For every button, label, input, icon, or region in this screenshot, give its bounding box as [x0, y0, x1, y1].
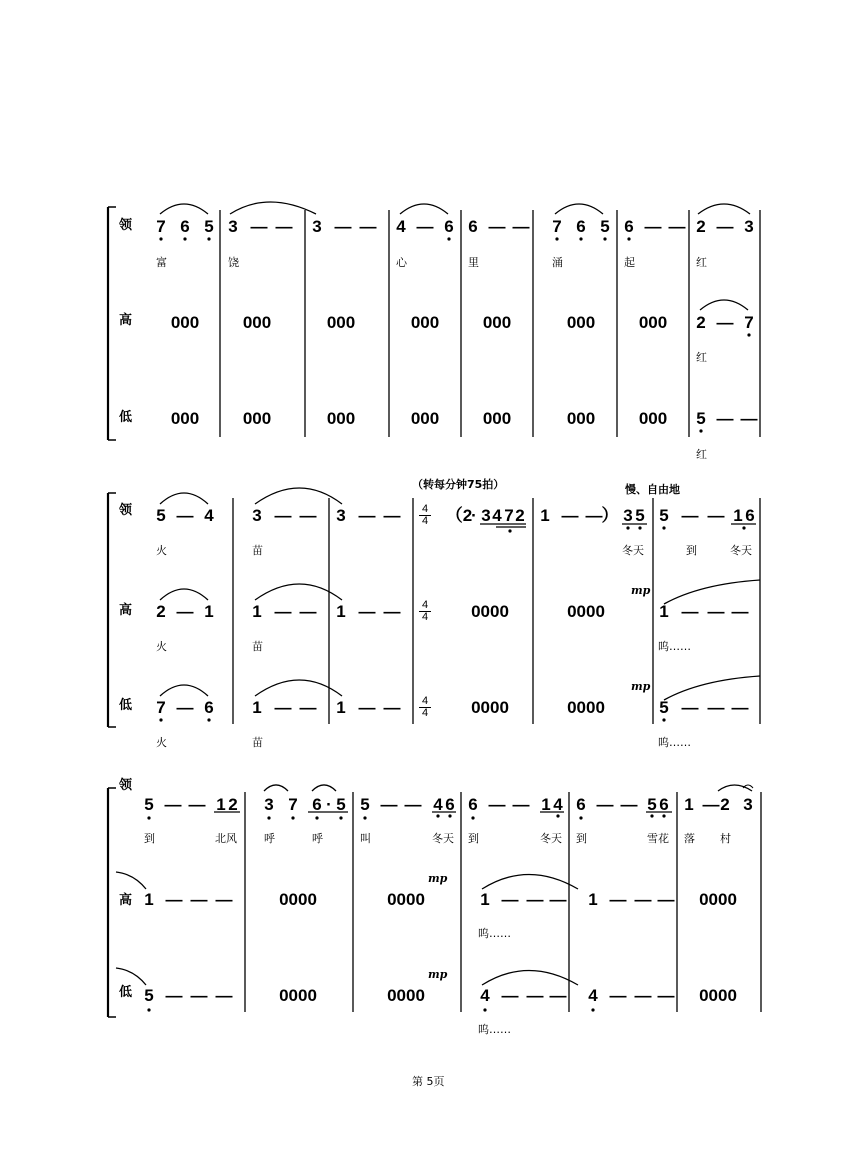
dash: — [488, 795, 506, 814]
lyric: 火 [156, 640, 167, 653]
lyric: 呜…… [478, 1023, 511, 1036]
time-signature: 4 4 [419, 600, 431, 623]
lyric: 里 [468, 256, 479, 269]
dash: — [501, 890, 519, 909]
rest-group: 0000 [279, 986, 317, 1005]
note: 3 [228, 217, 238, 236]
rest-group: 000 [638, 313, 668, 332]
part-label-lead: 领 [119, 778, 133, 793]
part-label-high: 高 [119, 313, 133, 328]
dash: — [585, 506, 603, 525]
note: 6 [180, 217, 190, 236]
dash: — [190, 986, 208, 1005]
rest-group: 000 [242, 313, 272, 332]
time-signature: 4 4 [419, 696, 431, 719]
note: 5 [144, 986, 154, 1005]
note: 1 [588, 890, 598, 909]
lyric: 村 [720, 832, 731, 845]
lyric: 叫 [360, 832, 371, 845]
note: 2 [720, 795, 730, 814]
note: 1 [480, 890, 490, 909]
rest-group: 000 [410, 409, 440, 428]
note: 3 [264, 795, 274, 814]
lyric: 苗 [252, 544, 263, 557]
dash: — [681, 698, 699, 717]
note: 1 [540, 506, 550, 525]
note: 4 [480, 986, 490, 1005]
dash: — [299, 602, 317, 621]
rest-group: 0000 [699, 890, 737, 909]
note: 5 [600, 217, 610, 236]
dash: — [383, 506, 401, 525]
dash: — [358, 506, 376, 525]
dash: — [501, 986, 519, 1005]
tempo-change: （转每分钟75拍） [412, 478, 505, 491]
dynamic-mp: mp [428, 872, 448, 885]
dash: — [275, 217, 293, 236]
rest-group: 000 [326, 409, 356, 428]
dash: — [176, 602, 194, 621]
dash: — [165, 890, 183, 909]
dash: — [299, 698, 317, 717]
note: 5 [635, 506, 645, 525]
dynamic-mp: mp [631, 584, 651, 597]
lyric: 呼 [312, 832, 323, 845]
dash: — [274, 698, 292, 717]
note: 2 [156, 602, 166, 621]
dash: — [716, 409, 734, 428]
dash: — [512, 217, 530, 236]
note: 5 [360, 795, 370, 814]
note: 6 [624, 217, 634, 236]
lyric: 苗 [252, 736, 263, 749]
rest-group: 000 [482, 313, 512, 332]
dash: — [526, 986, 544, 1005]
note: 6 [312, 795, 322, 814]
rest-group: 000 [566, 409, 596, 428]
part-label-low: 低 [119, 410, 133, 425]
dash: — [404, 795, 422, 814]
lyric: 冬天 [730, 544, 752, 557]
part-label-lead: 领 [119, 218, 133, 233]
note: 2 [696, 217, 706, 236]
note: 4 [492, 506, 502, 525]
dash: — [657, 890, 675, 909]
lyric: 红 [696, 448, 707, 461]
lyric: 富 [156, 256, 167, 269]
note: 4 [396, 217, 406, 236]
lyric: 苗 [252, 640, 263, 653]
note: 6 [468, 795, 478, 814]
note: 1 [144, 890, 154, 909]
dash: — [657, 986, 675, 1005]
lyric: 呜…… [658, 736, 691, 749]
dynamic-mp: mp [428, 968, 448, 981]
note: 2 [228, 795, 238, 814]
note: 1 [204, 602, 214, 621]
lyric: 红 [696, 256, 707, 269]
dash: — [188, 795, 206, 814]
rest-group: 000 [638, 409, 668, 428]
dash: — [731, 602, 749, 621]
part-label-high: 高 [119, 893, 133, 908]
note: 7 [552, 217, 562, 236]
time-signature: 4 4 [419, 504, 431, 527]
lyric: 冬天 [432, 832, 454, 845]
note: 4 [553, 795, 563, 814]
lyric: 到 [686, 544, 697, 557]
note: 3 [481, 506, 491, 525]
note: 1 [252, 602, 262, 621]
dash: — [176, 506, 194, 525]
lyric: 到 [576, 832, 587, 845]
part-label-lead: 领 [119, 503, 133, 518]
dash: — [681, 602, 699, 621]
rest-group: 0000 [567, 698, 605, 717]
lyric: 冬天 [540, 832, 562, 845]
dash: — [716, 313, 734, 332]
dash: — [620, 795, 638, 814]
dash: — [707, 602, 725, 621]
note: 4 [588, 986, 598, 1005]
dash: — [644, 217, 662, 236]
lyric: 呼 [264, 832, 275, 845]
dash: — [634, 890, 652, 909]
note: 5 [144, 795, 154, 814]
note: 1 [684, 795, 694, 814]
dash: — [416, 217, 434, 236]
part-label-low: 低 [119, 985, 133, 1000]
note: 6 [576, 795, 586, 814]
lyric: 落 [684, 832, 695, 845]
note: 5 [696, 409, 706, 428]
dash: — [716, 217, 734, 236]
note: 6 [444, 217, 454, 236]
dash: — [707, 506, 725, 525]
note: 4 [433, 795, 443, 814]
part-label-low: 低 [119, 698, 133, 713]
dot: · [326, 795, 332, 814]
dash: — [668, 217, 686, 236]
lyric: 饶 [228, 256, 239, 269]
rest-group: 0000 [279, 890, 317, 909]
lyric: 心 [396, 256, 407, 269]
rest-group: 000 [410, 313, 440, 332]
note: 7 [288, 795, 298, 814]
note: 3 [252, 506, 262, 525]
expression-mark: 慢、自由地 [625, 483, 680, 496]
lyric: 雪花 [647, 832, 669, 845]
note: （2 [445, 506, 473, 525]
dash: — [164, 795, 182, 814]
lyric: 火 [156, 736, 167, 749]
lyric: 北风 [215, 832, 237, 845]
note: 1 [336, 602, 346, 621]
rest-group: 0000 [567, 602, 605, 621]
dash: — [215, 986, 233, 1005]
dash: — [190, 890, 208, 909]
note: 7 [156, 217, 166, 236]
dynamic-mp: mp [631, 680, 651, 693]
dash: — [334, 217, 352, 236]
dash: — [561, 506, 579, 525]
dash: — [383, 602, 401, 621]
note: 3 [744, 217, 754, 236]
dash: — [488, 217, 506, 236]
note: 7 [156, 698, 166, 717]
lyric: 到 [144, 832, 155, 845]
dash: — [359, 217, 377, 236]
dash: — [526, 890, 544, 909]
note: 1 [216, 795, 226, 814]
rest-group: 0000 [471, 602, 509, 621]
note: 5 [659, 506, 669, 525]
dash: — [165, 986, 183, 1005]
note: 6 [468, 217, 478, 236]
lyric: 到 [468, 832, 479, 845]
dash: — [380, 795, 398, 814]
lyric: 火 [156, 544, 167, 557]
rest-group: 000 [326, 313, 356, 332]
dash: — [383, 698, 401, 717]
note: 1 [541, 795, 551, 814]
dot: · [471, 506, 477, 525]
note: 2 [696, 313, 706, 332]
lyric: 起 [624, 256, 635, 269]
note: 5 [647, 795, 657, 814]
dash: — [358, 602, 376, 621]
lyric: 呜…… [658, 640, 691, 653]
rest-group: 000 [482, 409, 512, 428]
note: 3 [336, 506, 346, 525]
lyric: 呜…… [478, 927, 511, 940]
rest-group: 000 [242, 409, 272, 428]
note: 5 [659, 698, 669, 717]
note: 3 [312, 217, 322, 236]
dash: — [609, 986, 627, 1005]
note: 6 [576, 217, 586, 236]
note: 1 [733, 506, 743, 525]
note: 7 [504, 506, 514, 525]
dash: — [299, 506, 317, 525]
dash: — [740, 409, 758, 428]
paren: ） [601, 506, 619, 525]
note: 2 [515, 506, 525, 525]
dash: — [702, 795, 720, 814]
note: 6 [745, 506, 755, 525]
dash: — [549, 890, 567, 909]
note: 5 [204, 217, 214, 236]
dash: — [707, 698, 725, 717]
rest-group: 0000 [699, 986, 737, 1005]
note: 1 [252, 698, 262, 717]
dash: — [596, 795, 614, 814]
note: 5 [336, 795, 346, 814]
rest-group: 0000 [471, 698, 509, 717]
page-number: 第 5页 [412, 1075, 445, 1088]
rest-group: 000 [170, 313, 200, 332]
dash: — [634, 986, 652, 1005]
dash: — [681, 506, 699, 525]
lyric: 冬天 [622, 544, 644, 557]
note: 6 [204, 698, 214, 717]
dash: — [358, 698, 376, 717]
rest-group: 000 [566, 313, 596, 332]
note: 6 [445, 795, 455, 814]
note: 4 [204, 506, 214, 525]
dash: — [512, 795, 530, 814]
rest-group: 0000 [387, 890, 425, 909]
dash: — [215, 890, 233, 909]
note: 6 [659, 795, 669, 814]
note: 7 [744, 313, 754, 332]
dash: — [250, 217, 268, 236]
dash: — [176, 698, 194, 717]
dash: — [549, 986, 567, 1005]
dash: — [609, 890, 627, 909]
note: 1 [336, 698, 346, 717]
note: 3 [743, 795, 753, 814]
note: 3 [623, 506, 633, 525]
dash: — [274, 506, 292, 525]
note: 1 [659, 602, 669, 621]
rest-group: 0000 [387, 986, 425, 1005]
dash: — [274, 602, 292, 621]
rest-group: 000 [170, 409, 200, 428]
note: 5 [156, 506, 166, 525]
lyric: 涌 [552, 256, 563, 269]
part-label-high: 高 [119, 603, 133, 618]
lyric: 红 [696, 351, 707, 364]
dash: — [731, 698, 749, 717]
